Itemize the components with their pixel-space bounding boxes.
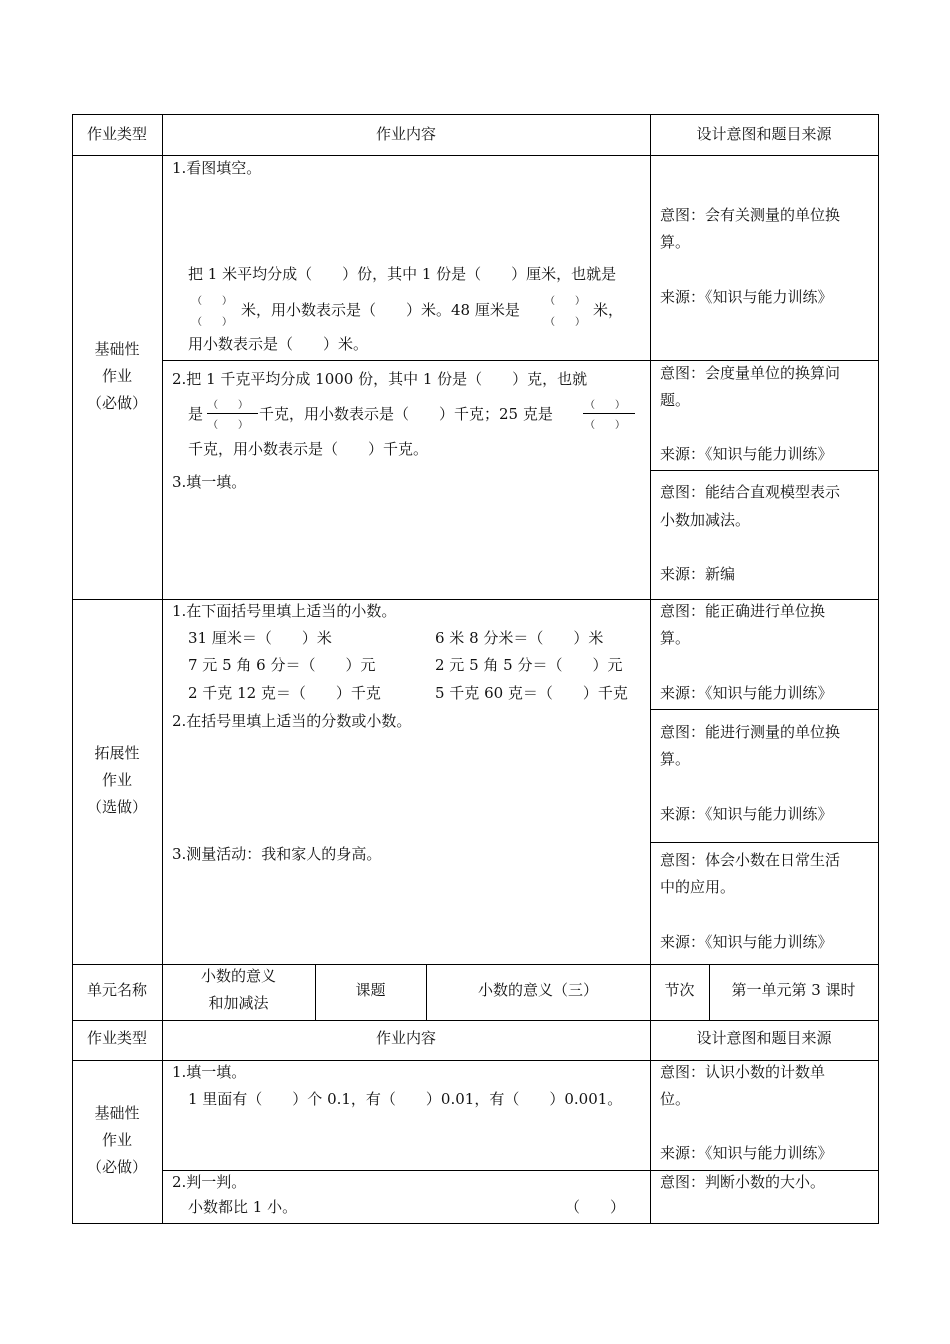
rule — [72, 114, 73, 1224]
ext-q3-source: 来源：《知识与能力训练》 — [660, 933, 833, 951]
section-value: 第一单元第 3 课时 — [731, 981, 856, 999]
category-extended-2: 作业 — [101, 771, 132, 789]
q2-line3: 千克，用小数表示是（ ）千克。 — [188, 440, 429, 458]
header-design: 设计意图和题目来源 — [696, 125, 832, 143]
q2-intent-2: 题。 — [660, 391, 691, 409]
ext-q3-intent-1: 意图：体会小数在日常生活 — [660, 851, 841, 869]
q2-line1: 2.把 1 千克平均分成 1000 份，其中 1 份是（ ）克，也就 — [172, 370, 588, 388]
category-basic-1: 基础性 — [94, 1104, 140, 1122]
category-extended-3: （选做） — [86, 798, 147, 816]
category-basic-2: 作业 — [101, 367, 132, 385]
q3-source: 来源：新编 — [660, 565, 736, 583]
unit-name-2: 和加减法 — [208, 994, 269, 1012]
ext-q1-intent-1: 意图：能正确进行单位换 — [660, 602, 826, 620]
header-design: 设计意图和题目来源 — [696, 1029, 832, 1047]
category-basic-3: （必做） — [86, 394, 147, 412]
rule — [650, 114, 651, 964]
ext-q1-item: 6 米 8 分米＝（ ）米 — [435, 629, 604, 647]
fraction-bar — [583, 413, 635, 414]
category-basic-1: 基础性 — [94, 340, 140, 358]
rule — [650, 1020, 651, 1224]
ext-q2-source: 来源：《知识与能力训练》 — [660, 805, 833, 823]
q1-line2b: 米， — [593, 301, 624, 319]
fraction-blank-top: （ ） — [545, 296, 585, 307]
t2-q1-title: 1.填一填。 — [172, 1063, 247, 1081]
rule — [650, 709, 879, 710]
q1-title: 1.看图填空。 — [172, 159, 262, 177]
ext-q1-intent-2: 算。 — [660, 629, 691, 647]
ext-q2-intent-2: 算。 — [660, 750, 691, 768]
rule — [878, 114, 879, 1224]
header-content: 作业内容 — [375, 1029, 436, 1047]
topic-value: 小数的意义（三） — [477, 981, 598, 999]
rule — [162, 360, 879, 361]
t2-q1-intent-1: 意图：认识小数的计数单 — [660, 1063, 826, 1081]
rule — [72, 1223, 879, 1224]
q1-line1: 把 1 米平均分成（ ）份，其中 1 份是（ ）厘米，也就是 — [188, 265, 617, 283]
q2-line2b: 千克，用小数表示是（ ）千克；25 克是 — [259, 405, 553, 423]
q3-intent-2: 小数加减法。 — [660, 511, 751, 529]
fraction-bar — [207, 413, 258, 414]
rule — [72, 599, 879, 600]
unit-label: 单元名称 — [86, 981, 147, 999]
rule — [162, 1020, 163, 1224]
ext-q1-source: 来源：《知识与能力训练》 — [660, 684, 833, 702]
t2-q1-intent-2: 位。 — [660, 1090, 691, 1108]
rule — [72, 114, 879, 115]
q2-source: 来源：《知识与能力训练》 — [660, 445, 833, 463]
fraction-blank-top: （ ） — [208, 400, 248, 411]
rule — [72, 964, 879, 965]
ext-q3-intent-2: 中的应用。 — [660, 878, 736, 896]
t2-q2-intent: 意图：判断小数的大小。 — [660, 1173, 826, 1191]
header-type: 作业类型 — [86, 125, 147, 143]
ext-q2-intent-1: 意图：能进行测量的单位换 — [660, 723, 841, 741]
q1-line2a: 米，用小数表示是（ ）米。48 厘米是 — [241, 301, 520, 319]
ext-q1-item: 2 千克 12 克＝（ ）千克 — [188, 684, 381, 702]
t2-q1-line: 1 里面有（ ）个 0.1，有（ ）0.01，有（ ）0.001。 — [188, 1090, 623, 1108]
t2-q2-line: 小数都比 1 小。 — [188, 1198, 298, 1216]
fraction-blank-bottom: （ ） — [192, 317, 232, 328]
category-basic-3: （必做） — [86, 1158, 147, 1176]
rule — [72, 1020, 879, 1021]
category-basic-2: 作业 — [101, 1131, 132, 1149]
unit-name-1: 小数的意义 — [200, 967, 276, 985]
ext-q1-title: 1.在下面括号里填上适当的小数。 — [172, 602, 397, 620]
q2-line2a: 是 — [188, 405, 204, 423]
rule — [162, 114, 163, 964]
ext-q2-title: 2.在括号里填上适当的分数或小数。 — [172, 712, 412, 730]
t2-q2-answer-blank: （ ） — [565, 1198, 626, 1216]
section-label: 节次 — [664, 981, 695, 999]
ext-q3-title: 3.测量活动：我和家人的身高。 — [172, 845, 382, 863]
t2-q2-title: 2.判一判。 — [172, 1173, 247, 1191]
header-type: 作业类型 — [86, 1029, 147, 1047]
fraction-blank-top: （ ） — [192, 296, 232, 307]
ext-q1-item: 7 元 5 角 6 分＝（ ）元 — [188, 656, 376, 674]
ext-q1-item: 5 千克 60 克＝（ ）千克 — [435, 684, 628, 702]
ext-q1-item: 2 元 5 角 5 分＝（ ）元 — [435, 656, 623, 674]
fraction-blank-bottom: （ ） — [208, 420, 248, 431]
category-extended-1: 拓展性 — [94, 744, 140, 762]
rule — [72, 1060, 879, 1061]
q2-intent-1: 意图：会度量单位的换算问 — [660, 364, 841, 382]
header-content: 作业内容 — [375, 125, 436, 143]
q1-line3: 用小数表示是（ ）米。 — [188, 335, 369, 353]
q1-source: 来源：《知识与能力训练》 — [660, 288, 833, 306]
q1-intent-2: 算。 — [660, 233, 691, 251]
fraction-blank-bottom: （ ） — [545, 317, 585, 328]
rule — [650, 842, 879, 843]
t2-q1-source: 来源：《知识与能力训练》 — [660, 1144, 833, 1162]
fraction-blank-bottom: （ ） — [585, 420, 625, 431]
fraction-blank-top: （ ） — [585, 400, 625, 411]
q1-intent-1: 意图：会有关测量的单位换 — [660, 206, 841, 224]
q3-intent-1: 意图：能结合直观模型表示 — [660, 483, 841, 501]
ext-q1-item: 31 厘米＝（ ）米 — [188, 629, 332, 647]
q3-title: 3.填一填。 — [172, 473, 247, 491]
rule — [162, 1170, 879, 1171]
rule — [72, 155, 879, 156]
rule — [650, 470, 879, 471]
topic-label: 课题 — [355, 981, 386, 999]
